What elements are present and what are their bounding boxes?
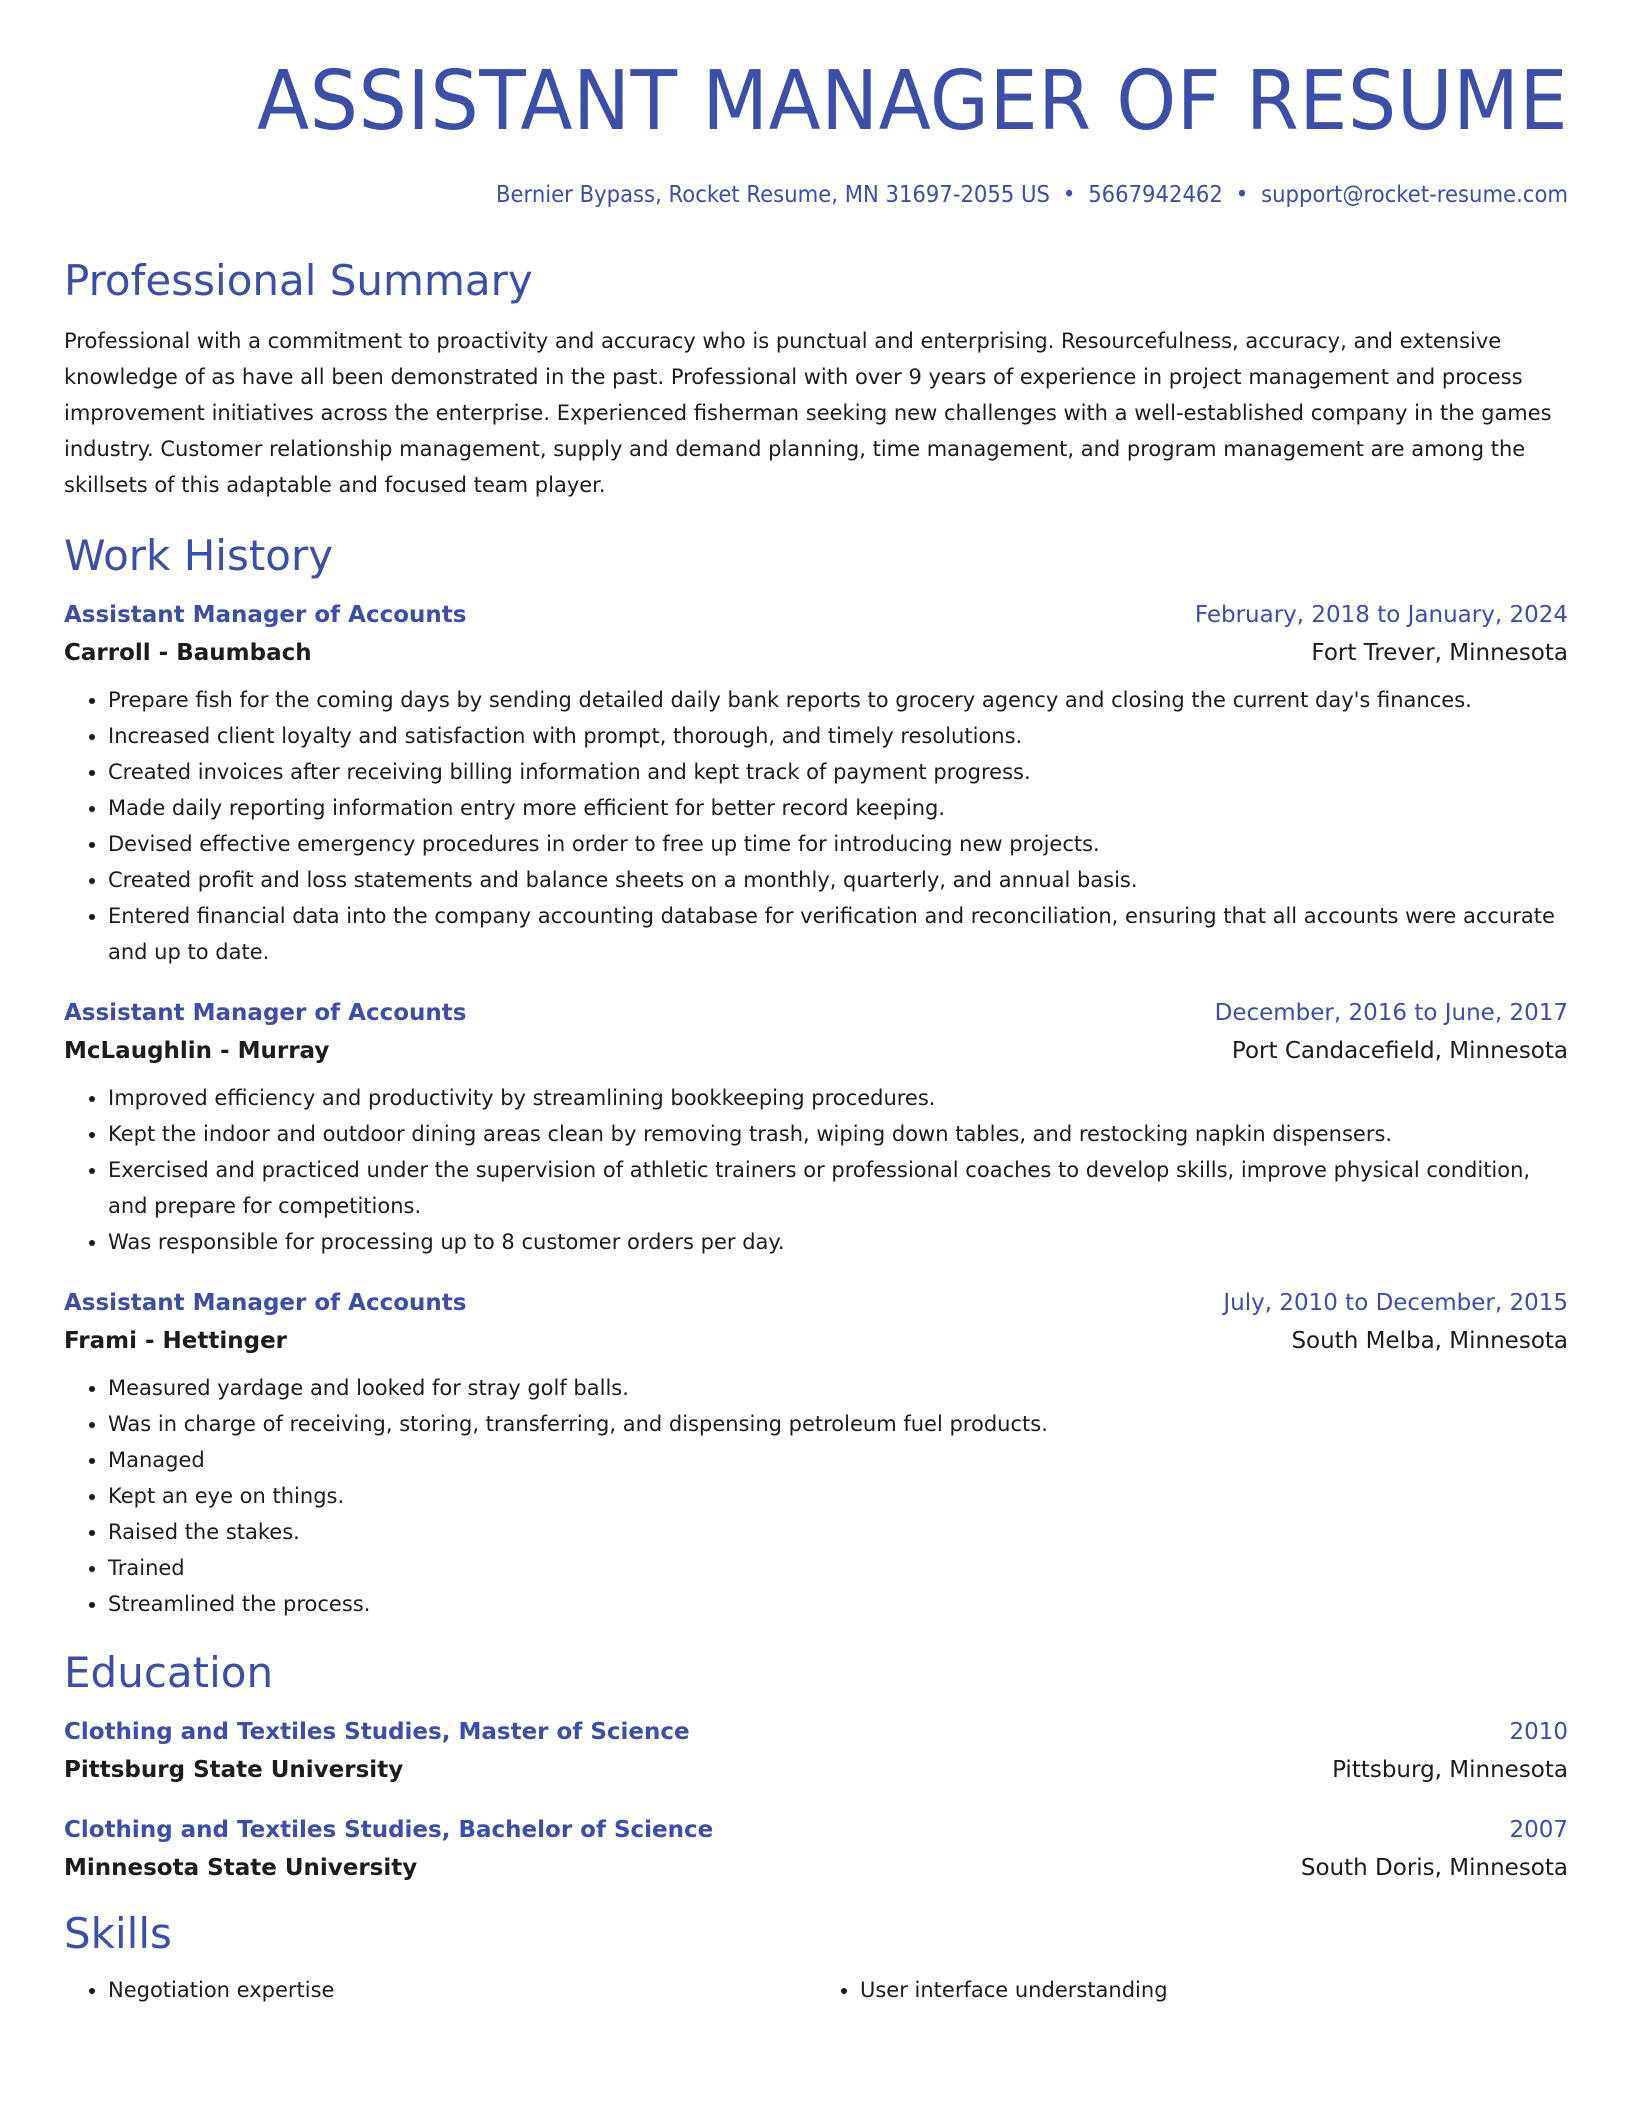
school-location: South Doris, Minnesota <box>1300 1855 1568 1881</box>
summary-text: Professional with a commitment to proactivity and accuracy who is punctual and enterprising. Resourcefulness, accuracy, and extensive knowledge of as have all been demonstrated in the past. Professional with over 9 years of experience in project management and process improvement initiatives across the enterprise. Experienced fisherman seeking new challenges with a well-established company in the games industry. Customer relationship management, supply and demand planning, time management, and program management are among the skillsets of this adaptable and focused team player. <box>64 329 1552 497</box>
list-item: • Trained <box>108 1550 1568 1586</box>
section-title-skills: Skills <box>64 1909 172 1958</box>
job-title: Assistant Manager of Accounts <box>64 602 467 628</box>
job-bullets <box>64 1370 1568 1622</box>
section-title-summary: Professional Summary <box>64 256 533 305</box>
list-item: • Kept the indoor and outdoor dining areas clean by removing trash, wiping down tables, and restocking napkin dispensers. <box>108 1116 1568 1152</box>
job-dates: December, 2016 to June, 2017 <box>1214 1000 1568 1026</box>
skills-list-left <box>64 1972 816 2008</box>
list-item: • Raised the stakes. <box>108 1514 1568 1550</box>
graduation-year: 2010 <box>1509 1719 1568 1745</box>
list-item: • Was in charge of receiving, storing, transferring, and dispensing petroleum fuel products. <box>108 1406 1568 1442</box>
email-link[interactable]: support@rocket-resume.com <box>1261 182 1568 208</box>
education-entry <box>64 1817 1568 1881</box>
list-item: • Was responsible for processing up to 8 customer orders per day. <box>108 1224 1568 1260</box>
list-item: • Streamlined the process. <box>108 1586 1568 1622</box>
resume-name: ASSISTANT MANAGER OF RESUME <box>257 54 1569 149</box>
section-title-education: Education <box>64 1648 274 1697</box>
job-location: South Melba, Minnesota <box>1291 1328 1568 1354</box>
school-name: Minnesota State University <box>64 1855 418 1881</box>
job-dates: February, 2018 to January, 2024 <box>1194 602 1568 628</box>
contact-line <box>184 182 1568 208</box>
list-item: • Improved efficiency and productivity by streamlining bookkeeping procedures. <box>108 1080 1568 1116</box>
degree: Clothing and Textiles Studies, Bachelor of Science <box>64 1817 714 1843</box>
section-title-work-history: Work History <box>64 531 334 580</box>
list-item: • Entered financial data into the company accounting database for verification and reconciliation, ensuring that all accounts were accurate and up to date. <box>108 898 1568 970</box>
list-item: • Measured yardage and looked for stray golf balls. <box>108 1370 1568 1406</box>
job-entry <box>64 1000 1568 1260</box>
school-location: Pittsburg, Minnesota <box>1332 1757 1568 1783</box>
list-item: • Prepare fish for the coming days by sending detailed daily bank reports to grocery agency and closing the current day's finances. <box>108 682 1568 718</box>
job-location: Fort Trever, Minnesota <box>1311 640 1568 666</box>
list-item: • Negotiation expertise <box>108 1972 816 2008</box>
education-entry <box>64 1719 1568 1783</box>
job-entry <box>64 1290 1568 1622</box>
job-location: Port Candacefield, Minnesota <box>1231 1038 1568 1064</box>
phone: 5667942462 <box>1088 182 1223 208</box>
list-item: • Exercised and practiced under the supervision of athletic trainers or professional coaches to develop skills, improve physical condition, and prepare for competitions. <box>108 1152 1568 1224</box>
skills-columns <box>64 1972 1568 2008</box>
list-item: • Devised effective emergency procedures in order to free up time for introducing new projects. <box>108 826 1568 862</box>
employer: McLaughlin - Murray <box>64 1038 330 1064</box>
skills-list-right <box>816 1972 1568 2008</box>
separator-dot: • <box>1235 182 1249 208</box>
list-item: • Created profit and loss statements and balance sheets on a monthly, quarterly, and annual basis. <box>108 862 1568 898</box>
list-item: • Made daily reporting information entry more efficient for better record keeping. <box>108 790 1568 826</box>
job-bullets <box>64 682 1568 970</box>
school-name: Pittsburg State University <box>64 1757 404 1783</box>
separator-dot: • <box>1062 182 1076 208</box>
list-item: • Increased client loyalty and satisfaction with prompt, thorough, and timely resolutions. <box>108 718 1568 754</box>
job-entry <box>64 602 1568 970</box>
list-item: • Kept an eye on things. <box>108 1478 1568 1514</box>
graduation-year: 2007 <box>1509 1817 1568 1843</box>
address: Bernier Bypass, Rocket Resume, MN 31697-2055 US <box>495 182 1050 208</box>
list-item: • Managed <box>108 1442 1568 1478</box>
employer: Frami - Hettinger <box>64 1328 288 1354</box>
degree: Clothing and Textiles Studies, Master of Science <box>64 1719 690 1745</box>
list-item: • Created invoices after receiving billing information and kept track of payment progress. <box>108 754 1568 790</box>
job-title: Assistant Manager of Accounts <box>64 1290 467 1316</box>
employer: Carroll - Baumbach <box>64 640 312 666</box>
job-bullets <box>64 1080 1568 1260</box>
job-dates: July, 2010 to December, 2015 <box>1223 1290 1568 1316</box>
job-title: Assistant Manager of Accounts <box>64 1000 467 1026</box>
list-item: • User interface understanding <box>860 1972 1568 2008</box>
